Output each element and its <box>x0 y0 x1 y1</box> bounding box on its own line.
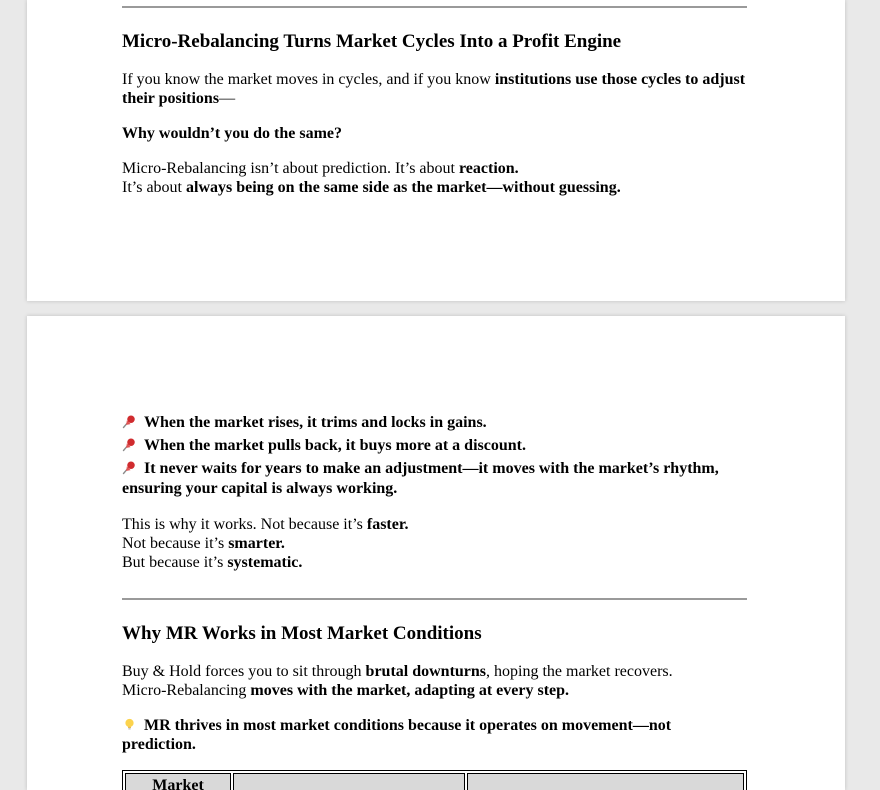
text-segment-bold: systematic. <box>227 554 303 571</box>
paragraph-question: Why wouldn’t you do the same? <box>122 124 343 142</box>
section-heading-market-conditions: Why MR Works in Most Market Conditions <box>122 623 482 644</box>
table-header-cell <box>467 773 744 790</box>
text-segment-bold: reaction. <box>458 159 519 177</box>
text-segment-bold: moves with the market, adapting at every step. <box>250 681 570 699</box>
text-segment: This is why it works. Not because it’s <box>122 516 367 533</box>
bullet-text: When the market rises, it trims and locks in gains. <box>144 414 487 431</box>
table-header-cell: Market <box>125 773 231 790</box>
text-segment-bold: always being on the same side as the market—without guessing. <box>186 178 621 196</box>
lightbulb-icon <box>122 717 137 732</box>
paragraph-buy-hold <box>122 662 747 700</box>
pushpin-icon <box>122 414 137 429</box>
horizontal-rule <box>122 598 747 600</box>
horizontal-rule <box>122 6 747 8</box>
text-segment: It’s about <box>122 178 186 196</box>
text-segment: , hoping the market recovers. <box>486 662 673 680</box>
text-segment: But because it’s <box>122 554 228 571</box>
text-segment-bold: institutions use those cycles to adjust their positions <box>122 70 746 107</box>
bullet-item <box>122 436 747 456</box>
bullet-text: When the market pulls back, it buys more at a discount. <box>144 437 526 454</box>
text-segment-bold: brutal downturns <box>365 662 487 680</box>
text-segment: If you know the market moves in cycles, and if you know <box>122 70 495 88</box>
table-header-row <box>125 773 744 790</box>
text-segment-bold: faster. <box>366 516 409 533</box>
table-header-cell <box>233 773 465 790</box>
text-segment: Micro-Rebalancing isn’t about prediction. It’s about <box>122 159 459 177</box>
text-segment: Not because it’s <box>122 535 229 552</box>
text-segment-bold: smarter. <box>228 535 285 552</box>
paragraph-reaction <box>122 159 747 197</box>
pushpin-icon <box>122 460 137 475</box>
page-2 <box>27 316 845 790</box>
paragraph-intro <box>122 70 747 108</box>
paragraph-insight <box>122 716 747 754</box>
pushpin-icon <box>122 437 137 452</box>
bullet-text: It never waits for years to make an adjustment—it moves with the market’s rhythm, ensuring your capital is always working. <box>122 460 719 497</box>
comparison-table <box>122 770 747 790</box>
text-segment: — <box>219 89 236 107</box>
text-segment: Buy & Hold forces you to sit through <box>122 662 366 680</box>
section-heading-profit-engine: Micro-Rebalancing Turns Market Cycles Into a Profit Engine <box>122 31 622 52</box>
text-segment: Micro-Rebalancing <box>122 681 251 699</box>
page-1 <box>27 0 845 301</box>
bullet-item <box>122 413 747 433</box>
paragraph-why-it-works <box>122 515 747 572</box>
bullet-item <box>122 459 747 499</box>
insight-text: MR thrives in most market conditions because it operates on movement—not prediction. <box>122 716 672 753</box>
